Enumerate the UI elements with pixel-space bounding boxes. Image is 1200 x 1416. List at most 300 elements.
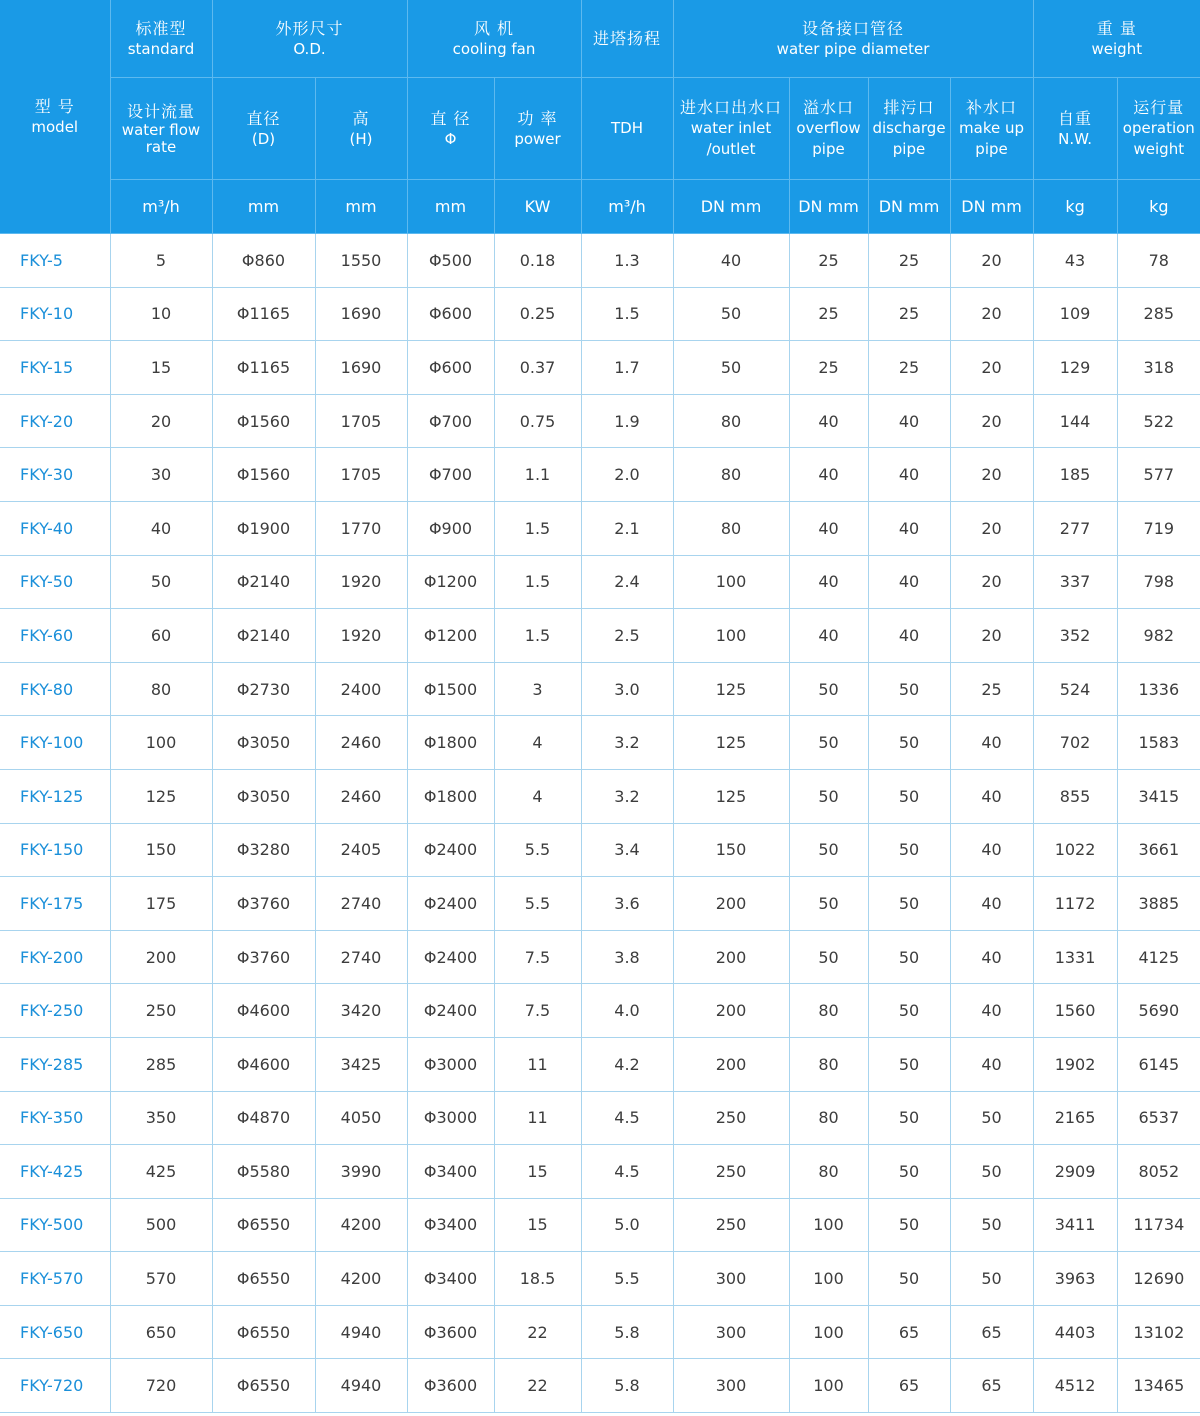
table-cell: 2.0	[581, 448, 673, 502]
table-cell: 4512	[1033, 1359, 1117, 1413]
table-cell: 50	[868, 930, 950, 984]
header-discharge-en-2: pipe	[892, 140, 926, 158]
header-diameter	[212, 78, 315, 180]
header-operation-weight-en-1: operation	[1122, 119, 1195, 137]
table-cell: 1.5	[581, 287, 673, 341]
header-pipe-cn: 设备接口管径	[802, 18, 905, 38]
table-cell: 3.4	[581, 823, 673, 877]
table-cell: 3990	[315, 1145, 407, 1199]
header-pipe-en: water pipe diameter	[776, 39, 930, 58]
table-cell: 1583	[1117, 716, 1200, 770]
header-fan-diameter-cn: 直 径	[430, 108, 471, 128]
table-cell: 1172	[1033, 877, 1117, 931]
header-power-cn: 功 率	[517, 108, 558, 128]
table-cell: 40	[868, 394, 950, 448]
table-cell: Φ6550	[212, 1359, 315, 1413]
table-cell: 425	[110, 1145, 212, 1199]
table-cell: 18.5	[494, 1252, 581, 1306]
table-cell: 50	[868, 662, 950, 716]
table-row	[0, 877, 1200, 931]
table-cell: Φ4600	[212, 984, 315, 1038]
table-cell: 5.0	[581, 1198, 673, 1252]
table-cell: 5.5	[494, 877, 581, 931]
table-cell: 150	[673, 823, 789, 877]
table-body	[0, 234, 1200, 1413]
table-cell: 80	[673, 448, 789, 502]
table-cell: 1705	[315, 394, 407, 448]
header-flow-en-1: water flow	[121, 121, 201, 139]
table-cell: 2460	[315, 769, 407, 823]
table-cell: 4940	[315, 1359, 407, 1413]
table-cell: 798	[1117, 555, 1200, 609]
table-cell: 650	[110, 1305, 212, 1359]
table-cell: 702	[1033, 716, 1117, 770]
table-cell: 1770	[315, 501, 407, 555]
table-cell: 1336	[1117, 662, 1200, 716]
table-cell: Φ2140	[212, 609, 315, 663]
model-cell: FKY-10	[0, 287, 110, 341]
table-cell: 1.5	[494, 609, 581, 663]
header-diameter-en: (D)	[251, 129, 276, 148]
model-cell: FKY-60	[0, 609, 110, 663]
model-cell: FKY-150	[0, 823, 110, 877]
table-row	[0, 287, 1200, 341]
table-cell: 1.1	[494, 448, 581, 502]
table-cell: 30	[110, 448, 212, 502]
header-overflow-cn: 溢水口	[803, 98, 855, 117]
table-cell: 3661	[1117, 823, 1200, 877]
table-cell: 15	[494, 1198, 581, 1252]
table-cell: 100	[789, 1305, 868, 1359]
header-flow	[110, 78, 212, 180]
table-row	[0, 1252, 1200, 1306]
header-height-en: (H)	[349, 129, 373, 148]
table-row	[0, 1091, 1200, 1145]
table-cell: Φ3760	[212, 877, 315, 931]
table-cell: 15	[110, 341, 212, 395]
table-cell: 150	[110, 823, 212, 877]
table-cell: 22	[494, 1359, 581, 1413]
table-cell: 80	[110, 662, 212, 716]
table-cell: Φ1165	[212, 287, 315, 341]
table-cell: 80	[789, 984, 868, 1038]
table-cell: 40	[950, 769, 1033, 823]
table-cell: Φ860	[212, 234, 315, 288]
table-cell: 78	[1117, 234, 1200, 288]
table-cell: 125	[110, 769, 212, 823]
header-row-1	[0, 0, 1200, 78]
table-cell: Φ600	[407, 341, 494, 395]
header-model	[0, 0, 110, 234]
header-overflow-en-2: pipe	[812, 140, 845, 158]
unit-cell: KW	[494, 180, 581, 234]
header-makeup-cn: 补水口	[966, 98, 1018, 117]
model-cell: FKY-80	[0, 662, 110, 716]
table-cell: 22	[494, 1305, 581, 1359]
table-cell: 3415	[1117, 769, 1200, 823]
table-cell: 7.5	[494, 984, 581, 1038]
table-cell: 2165	[1033, 1091, 1117, 1145]
header-discharge-cn: 排污口	[883, 98, 935, 117]
table-cell: 4.5	[581, 1091, 673, 1145]
table-cell: 200	[110, 930, 212, 984]
header-standard-cn: 标准型	[135, 18, 187, 38]
table-cell: 11734	[1117, 1198, 1200, 1252]
table-cell: 40	[789, 448, 868, 502]
header-discharge	[868, 78, 950, 180]
header-operation-weight-cn: 运行量	[1133, 98, 1185, 117]
header-row-2	[0, 78, 1200, 180]
header-weight-cn: 重 量	[1096, 18, 1137, 38]
table-cell: 13102	[1117, 1305, 1200, 1359]
table-row	[0, 930, 1200, 984]
table-cell: Φ3000	[407, 1091, 494, 1145]
table-row	[0, 1145, 1200, 1199]
table-cell: 80	[789, 1037, 868, 1091]
header-od-en: O.D.	[293, 39, 326, 58]
table-cell: 300	[673, 1359, 789, 1413]
header-height-cn: 高	[352, 108, 370, 128]
table-cell: 1920	[315, 609, 407, 663]
table-cell: 8052	[1117, 1145, 1200, 1199]
header-tdh-cn: 进塔扬程	[593, 29, 662, 48]
header-unit-row	[0, 180, 1200, 234]
header-fan-en: cooling fan	[452, 39, 536, 58]
model-cell: FKY-15	[0, 341, 110, 395]
table-row	[0, 769, 1200, 823]
table-cell: 337	[1033, 555, 1117, 609]
table-cell: Φ700	[407, 394, 494, 448]
model-cell: FKY-50	[0, 555, 110, 609]
unit-cell: m³/h	[581, 180, 673, 234]
table-cell: 4403	[1033, 1305, 1117, 1359]
table-cell: 65	[868, 1305, 950, 1359]
table-row	[0, 662, 1200, 716]
header-flow-en-2: rate	[145, 138, 177, 156]
table-cell: 3.0	[581, 662, 673, 716]
table-cell: Φ700	[407, 448, 494, 502]
header-overflow	[789, 78, 868, 180]
table-cell: 285	[110, 1037, 212, 1091]
table-cell: 250	[673, 1091, 789, 1145]
table-cell: 855	[1033, 769, 1117, 823]
unit-cell: DN mm	[868, 180, 950, 234]
table-cell: 65	[868, 1359, 950, 1413]
table-cell: 2405	[315, 823, 407, 877]
table-cell: 719	[1117, 501, 1200, 555]
table-cell: Φ3050	[212, 769, 315, 823]
table-cell: 65	[950, 1359, 1033, 1413]
table-cell: 50	[868, 1145, 950, 1199]
table-cell: 5.5	[494, 823, 581, 877]
header-inlet	[673, 78, 789, 180]
table-cell: Φ900	[407, 501, 494, 555]
table-cell: 577	[1117, 448, 1200, 502]
model-cell: FKY-125	[0, 769, 110, 823]
table-cell: 50	[868, 1198, 950, 1252]
table-cell: 5	[110, 234, 212, 288]
table-cell: 185	[1033, 448, 1117, 502]
table-cell: 50	[950, 1198, 1033, 1252]
table-cell: 40	[950, 877, 1033, 931]
table-cell: 3	[494, 662, 581, 716]
table-cell: 20	[950, 448, 1033, 502]
table-cell: Φ6550	[212, 1252, 315, 1306]
table-cell: 3.2	[581, 716, 673, 770]
table-cell: 80	[673, 501, 789, 555]
header-operation-weight	[1117, 78, 1200, 180]
header-model-cn: 型 号	[34, 96, 75, 116]
unit-cell: DN mm	[673, 180, 789, 234]
table-cell: 3.2	[581, 769, 673, 823]
table-cell: 4200	[315, 1198, 407, 1252]
table-cell: 1902	[1033, 1037, 1117, 1091]
table-cell: 3411	[1033, 1198, 1117, 1252]
table-cell: 1920	[315, 555, 407, 609]
table-cell: Φ3760	[212, 930, 315, 984]
table-cell: 1690	[315, 287, 407, 341]
header-inlet-cn: 进水口出水口	[680, 98, 783, 117]
table-cell: 1.5	[494, 555, 581, 609]
table-cell: 2.5	[581, 609, 673, 663]
table-cell: Φ2140	[212, 555, 315, 609]
model-cell: FKY-250	[0, 984, 110, 1038]
table-cell: Φ1165	[212, 341, 315, 395]
table-cell: 65	[950, 1305, 1033, 1359]
table-cell: Φ1200	[407, 555, 494, 609]
table-cell: 2740	[315, 877, 407, 931]
table-cell: 50	[868, 1091, 950, 1145]
table-cell: Φ1500	[407, 662, 494, 716]
model-cell: FKY-175	[0, 877, 110, 931]
header-makeup	[950, 78, 1033, 180]
table-cell: 25	[868, 234, 950, 288]
header-weight-en: weight	[1091, 39, 1143, 58]
table-cell: 720	[110, 1359, 212, 1413]
table-cell: 25	[868, 287, 950, 341]
table-cell: 300	[673, 1305, 789, 1359]
table-cell: 20	[950, 555, 1033, 609]
table-cell: 50	[789, 823, 868, 877]
model-cell: FKY-500	[0, 1198, 110, 1252]
header-height	[315, 78, 407, 180]
table-cell: 40	[950, 716, 1033, 770]
table-row	[0, 234, 1200, 288]
header-power-en: power	[514, 129, 561, 148]
table-cell: Φ3280	[212, 823, 315, 877]
table-cell: 4.2	[581, 1037, 673, 1091]
table-cell: 50	[868, 1037, 950, 1091]
table-cell: 50	[789, 716, 868, 770]
table-cell: Φ1560	[212, 448, 315, 502]
table-cell: 50	[110, 555, 212, 609]
table-cell: 1.9	[581, 394, 673, 448]
table-cell: 175	[110, 877, 212, 931]
table-cell: 25	[789, 287, 868, 341]
header-od	[212, 0, 407, 78]
table-cell: 200	[673, 984, 789, 1038]
model-cell: FKY-720	[0, 1359, 110, 1413]
table-cell: 1022	[1033, 823, 1117, 877]
header-flow-cn: 设计流量	[126, 102, 195, 121]
table-cell: 1.7	[581, 341, 673, 395]
header-net-weight-cn: 自重	[1058, 108, 1093, 128]
table-cell: Φ3400	[407, 1198, 494, 1252]
header-model-en: model	[31, 117, 79, 136]
table-cell: 40	[868, 555, 950, 609]
table-cell: Φ3000	[407, 1037, 494, 1091]
table-cell: 3425	[315, 1037, 407, 1091]
table-cell: 60	[110, 609, 212, 663]
header-standard	[110, 0, 212, 78]
header-diameter-cn: 直径	[246, 108, 281, 128]
header-tdh-en: TDH	[611, 119, 644, 137]
header-discharge-en-1: discharge	[872, 119, 946, 137]
table-cell: Φ4870	[212, 1091, 315, 1145]
table-row	[0, 1037, 1200, 1091]
table-header	[0, 0, 1200, 234]
header-tdh-cn-cell	[581, 0, 673, 78]
model-cell: FKY-5	[0, 234, 110, 288]
table-cell: 12690	[1117, 1252, 1200, 1306]
unit-cell: mm	[212, 180, 315, 234]
table-cell: 1.3	[581, 234, 673, 288]
table-cell: 1331	[1033, 930, 1117, 984]
table-cell: 100	[789, 1198, 868, 1252]
table-cell: 100	[673, 609, 789, 663]
table-cell: Φ2400	[407, 823, 494, 877]
table-cell: 2400	[315, 662, 407, 716]
header-net-weight-en: N.W.	[1058, 129, 1092, 148]
table-cell: 318	[1117, 341, 1200, 395]
table-cell: 125	[673, 716, 789, 770]
model-cell: FKY-200	[0, 930, 110, 984]
table-cell: 40	[789, 609, 868, 663]
table-cell: 109	[1033, 287, 1117, 341]
table-cell: 4125	[1117, 930, 1200, 984]
table-row	[0, 394, 1200, 448]
table-cell: 4940	[315, 1305, 407, 1359]
table-cell: 20	[950, 501, 1033, 555]
table-cell: 3.8	[581, 930, 673, 984]
unit-cell: mm	[407, 180, 494, 234]
table-cell: 0.75	[494, 394, 581, 448]
table-row	[0, 716, 1200, 770]
table-cell: 500	[110, 1198, 212, 1252]
model-cell: FKY-570	[0, 1252, 110, 1306]
table-cell: 200	[673, 877, 789, 931]
model-cell: FKY-40	[0, 501, 110, 555]
table-cell: Φ3600	[407, 1305, 494, 1359]
table-cell: 11	[494, 1037, 581, 1091]
table-cell: 1705	[315, 448, 407, 502]
table-cell: 100	[110, 716, 212, 770]
header-power	[494, 78, 581, 180]
table-cell: 570	[110, 1252, 212, 1306]
table-cell: 352	[1033, 609, 1117, 663]
table-cell: 40	[868, 501, 950, 555]
table-cell: 25	[868, 341, 950, 395]
table-cell: 2740	[315, 930, 407, 984]
table-cell: Φ6550	[212, 1305, 315, 1359]
table-cell: 5.5	[581, 1252, 673, 1306]
header-weight	[1033, 0, 1200, 78]
table-cell: Φ1800	[407, 769, 494, 823]
table-cell: 50	[950, 1091, 1033, 1145]
unit-cell: DN mm	[950, 180, 1033, 234]
header-overflow-en-1: overflow	[796, 119, 861, 137]
table-cell: 3.6	[581, 877, 673, 931]
table-cell: 20	[950, 287, 1033, 341]
table-cell: Φ3400	[407, 1252, 494, 1306]
table-cell: 43	[1033, 234, 1117, 288]
table-cell: 40	[950, 930, 1033, 984]
table-cell: 25	[950, 662, 1033, 716]
table-cell: 20	[950, 234, 1033, 288]
table-cell: 200	[673, 930, 789, 984]
table-row	[0, 448, 1200, 502]
table-cell: 50	[950, 1252, 1033, 1306]
table-cell: 50	[868, 823, 950, 877]
table-cell: Φ3400	[407, 1145, 494, 1199]
model-cell: FKY-650	[0, 1305, 110, 1359]
table-cell: 50	[868, 877, 950, 931]
table-cell: Φ1200	[407, 609, 494, 663]
table-cell: 50	[673, 287, 789, 341]
table-cell: 982	[1117, 609, 1200, 663]
table-cell: 129	[1033, 341, 1117, 395]
table-cell: 50	[789, 930, 868, 984]
table-cell: 2909	[1033, 1145, 1117, 1199]
table-cell: Φ3050	[212, 716, 315, 770]
table-cell: 50	[789, 662, 868, 716]
table-cell: 50	[868, 769, 950, 823]
table-cell: 200	[673, 1037, 789, 1091]
table-row	[0, 823, 1200, 877]
table-cell: Φ500	[407, 234, 494, 288]
table-cell: 80	[673, 394, 789, 448]
table-cell: 100	[673, 555, 789, 609]
table-cell: 5.8	[581, 1359, 673, 1413]
table-cell: 1550	[315, 234, 407, 288]
table-cell: 0.37	[494, 341, 581, 395]
header-inlet-en-1: water inlet	[690, 119, 772, 137]
header-fan-diameter-en: Φ	[444, 129, 457, 148]
table-cell: 25	[789, 234, 868, 288]
table-cell: Φ5580	[212, 1145, 315, 1199]
unit-cell: m³/h	[110, 180, 212, 234]
unit-cell: kg	[1033, 180, 1117, 234]
table-cell: 522	[1117, 394, 1200, 448]
table-cell: 3420	[315, 984, 407, 1038]
table-row	[0, 609, 1200, 663]
table-cell: Φ2400	[407, 930, 494, 984]
table-cell: 40	[868, 448, 950, 502]
table-cell: 5.8	[581, 1305, 673, 1359]
header-inlet-en-2: /outlet	[706, 140, 756, 158]
table-cell: 80	[789, 1145, 868, 1199]
table-cell: 50	[789, 769, 868, 823]
model-cell: FKY-285	[0, 1037, 110, 1091]
table-cell: 144	[1033, 394, 1117, 448]
table-cell: 50	[789, 877, 868, 931]
table-cell: 50	[950, 1145, 1033, 1199]
table-cell: Φ3600	[407, 1359, 494, 1413]
table-cell: 20	[110, 394, 212, 448]
table-cell: Φ1900	[212, 501, 315, 555]
table-row	[0, 1359, 1200, 1413]
table-cell: 125	[673, 662, 789, 716]
